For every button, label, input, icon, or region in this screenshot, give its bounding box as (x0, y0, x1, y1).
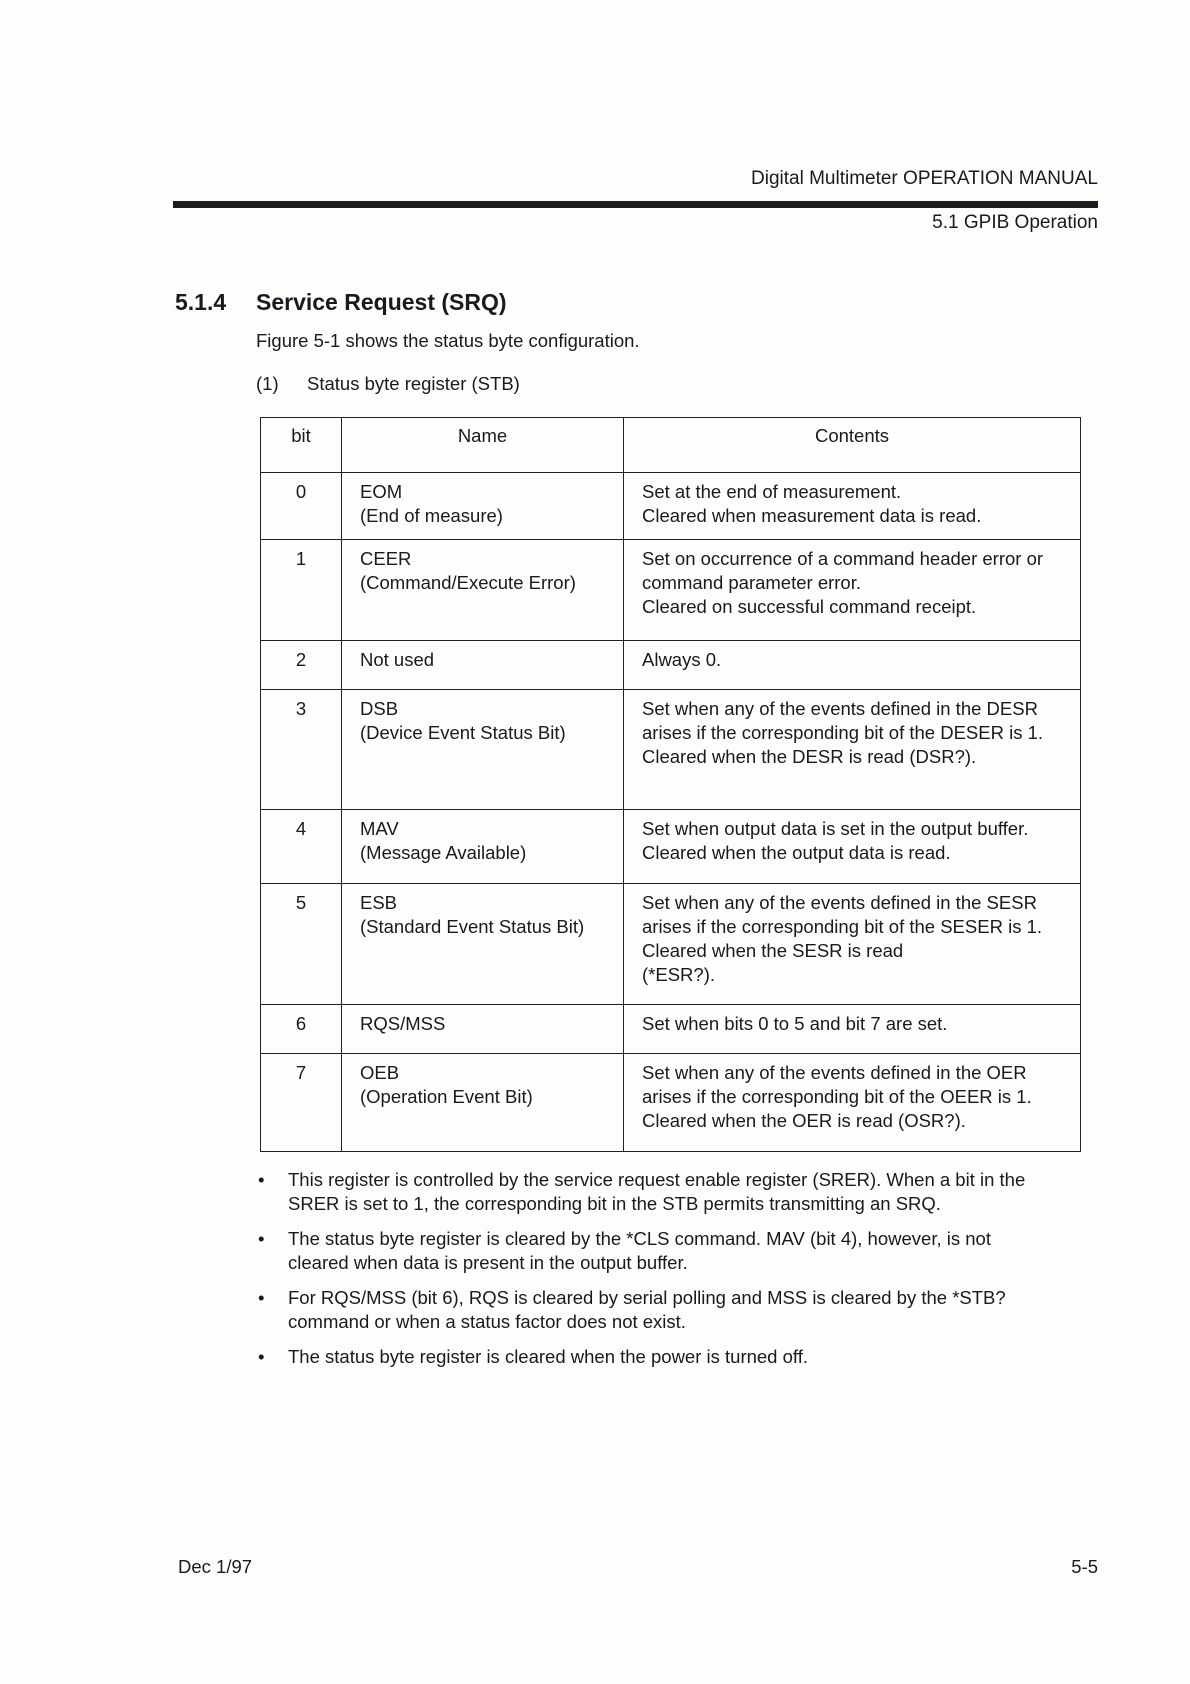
name-cell (342, 641, 624, 690)
name-line: (Operation Event Bit) (360, 1086, 533, 1107)
header-contents: Contents (624, 418, 1081, 473)
contents-line: Cleared when measurement data is read. (642, 505, 982, 526)
table-row (261, 1005, 1081, 1054)
contents-cell (624, 884, 1081, 1005)
bit-cell: 2 (261, 641, 342, 690)
item-number: (1) (256, 373, 279, 394)
header-bit: bit (261, 418, 342, 473)
note-item (256, 1168, 1096, 1216)
note-line: For RQS/MSS (bit 6), RQS is cleared by serial polling and MSS is cleared by the *STB? (288, 1287, 1006, 1308)
footer-page-number: 5-5 (1071, 1556, 1098, 1577)
header-subsection: 5.1 GPIB Operation (932, 212, 1098, 233)
section-number: 5.1.4 (175, 289, 227, 315)
contents-line: Set on occurrence of a command header error or (642, 548, 1044, 569)
contents-line: arises if the corresponding bit of the SESER is 1. (642, 916, 1043, 937)
bullet-icon: • (258, 1228, 265, 1249)
name-line: DSB (360, 698, 399, 719)
note-item (256, 1227, 1096, 1275)
status-byte-table (260, 417, 1081, 1152)
name-cell (342, 540, 624, 641)
name-line: (Message Available) (360, 842, 527, 863)
item-text: Status byte register (STB) (307, 373, 520, 394)
name-line: (Device Event Status Bit) (360, 722, 566, 743)
contents-cell (624, 473, 1081, 540)
name-line: Not used (360, 649, 435, 670)
name-cell (342, 1054, 624, 1152)
table-header-row (261, 418, 1081, 473)
footer-date: Dec 1/97 (178, 1556, 253, 1577)
contents-cell (624, 690, 1081, 810)
name-line: (End of measure) (360, 505, 503, 526)
note-line: This register is controlled by the service request enable register (SRER). When a bit in the (288, 1169, 1026, 1190)
note-line: cleared when data is present in the output buffer. (288, 1252, 688, 1273)
contents-line: Set when output data is set in the output buffer. (642, 818, 1029, 839)
header-name: Name (342, 418, 624, 473)
contents-cell (624, 641, 1081, 690)
bit-cell: 7 (261, 1054, 342, 1152)
note-line: The status byte register is cleared by the *CLS command. MAV (bit 4), however, is not (288, 1228, 991, 1249)
note-line: command or when a status factor does not exist. (288, 1311, 686, 1332)
contents-line: Set when any of the events defined in the SESR (642, 892, 1037, 913)
contents-line: Cleared when the OER is read (OSR?). (642, 1110, 966, 1131)
header-rule (173, 201, 1098, 208)
note-line: The status byte register is cleared when the power is turned off. (288, 1346, 808, 1367)
contents-line: command parameter error. (642, 572, 862, 593)
bit-cell: 1 (261, 540, 342, 641)
note-item (256, 1286, 1096, 1334)
contents-line: Cleared when the SESR is read (642, 940, 904, 961)
contents-line: Always 0. (642, 649, 722, 670)
name-line: (Command/Execute Error) (360, 572, 576, 593)
note-line: SRER is set to 1, the corresponding bit in the STB permits transmitting an SRQ. (288, 1193, 941, 1214)
contents-line: arises if the corresponding bit of the OEER is 1. (642, 1086, 1032, 1107)
bullet-icon: • (258, 1346, 265, 1367)
name-line: (Standard Event Status Bit) (360, 916, 585, 937)
name-cell (342, 810, 624, 884)
name-line: MAV (360, 818, 399, 839)
table-row (261, 690, 1081, 810)
contents-cell (624, 810, 1081, 884)
name-line: EOM (360, 481, 403, 502)
contents-line: Cleared on successful command receipt. (642, 596, 977, 617)
name-cell (342, 1005, 624, 1054)
table-row (261, 641, 1081, 690)
bit-cell: 5 (261, 884, 342, 1005)
contents-line: Set when bits 0 to 5 and bit 7 are set. (642, 1013, 948, 1034)
table-row (261, 1054, 1081, 1152)
contents-line: Cleared when the output data is read. (642, 842, 951, 863)
contents-line: Set when any of the events defined in the DESR (642, 698, 1038, 719)
name-line: CEER (360, 548, 412, 569)
name-line: ESB (360, 892, 398, 913)
section-title: Service Request (SRQ) (256, 289, 507, 315)
contents-cell (624, 1005, 1081, 1054)
bit-cell: 4 (261, 810, 342, 884)
contents-line: (*ESR?). (642, 964, 715, 985)
bit-cell: 3 (261, 690, 342, 810)
bit-cell: 0 (261, 473, 342, 540)
table-row (261, 810, 1081, 884)
intro-text: Figure 5-1 shows the status byte configuration. (256, 330, 640, 351)
notes-list (256, 1168, 1096, 1380)
contents-cell (624, 1054, 1081, 1152)
table-row (261, 540, 1081, 641)
table-row (261, 473, 1081, 540)
contents-line: Cleared when the DESR is read (DSR?). (642, 746, 977, 767)
note-item (256, 1345, 1096, 1369)
contents-cell (624, 540, 1081, 641)
bullet-icon: • (258, 1169, 265, 1190)
table-row (261, 884, 1081, 1005)
name-line: RQS/MSS (360, 1013, 446, 1034)
name-cell (342, 884, 624, 1005)
bit-cell: 6 (261, 1005, 342, 1054)
contents-line: arises if the corresponding bit of the DESER is 1. (642, 722, 1044, 743)
contents-line: Set when any of the events defined in the OER (642, 1062, 1027, 1083)
contents-line: Set at the end of measurement. (642, 481, 902, 502)
name-cell (342, 690, 624, 810)
name-cell (342, 473, 624, 540)
name-line: OEB (360, 1062, 400, 1083)
bullet-icon: • (258, 1287, 265, 1308)
header-title: Digital Multimeter OPERATION MANUAL (751, 168, 1098, 189)
